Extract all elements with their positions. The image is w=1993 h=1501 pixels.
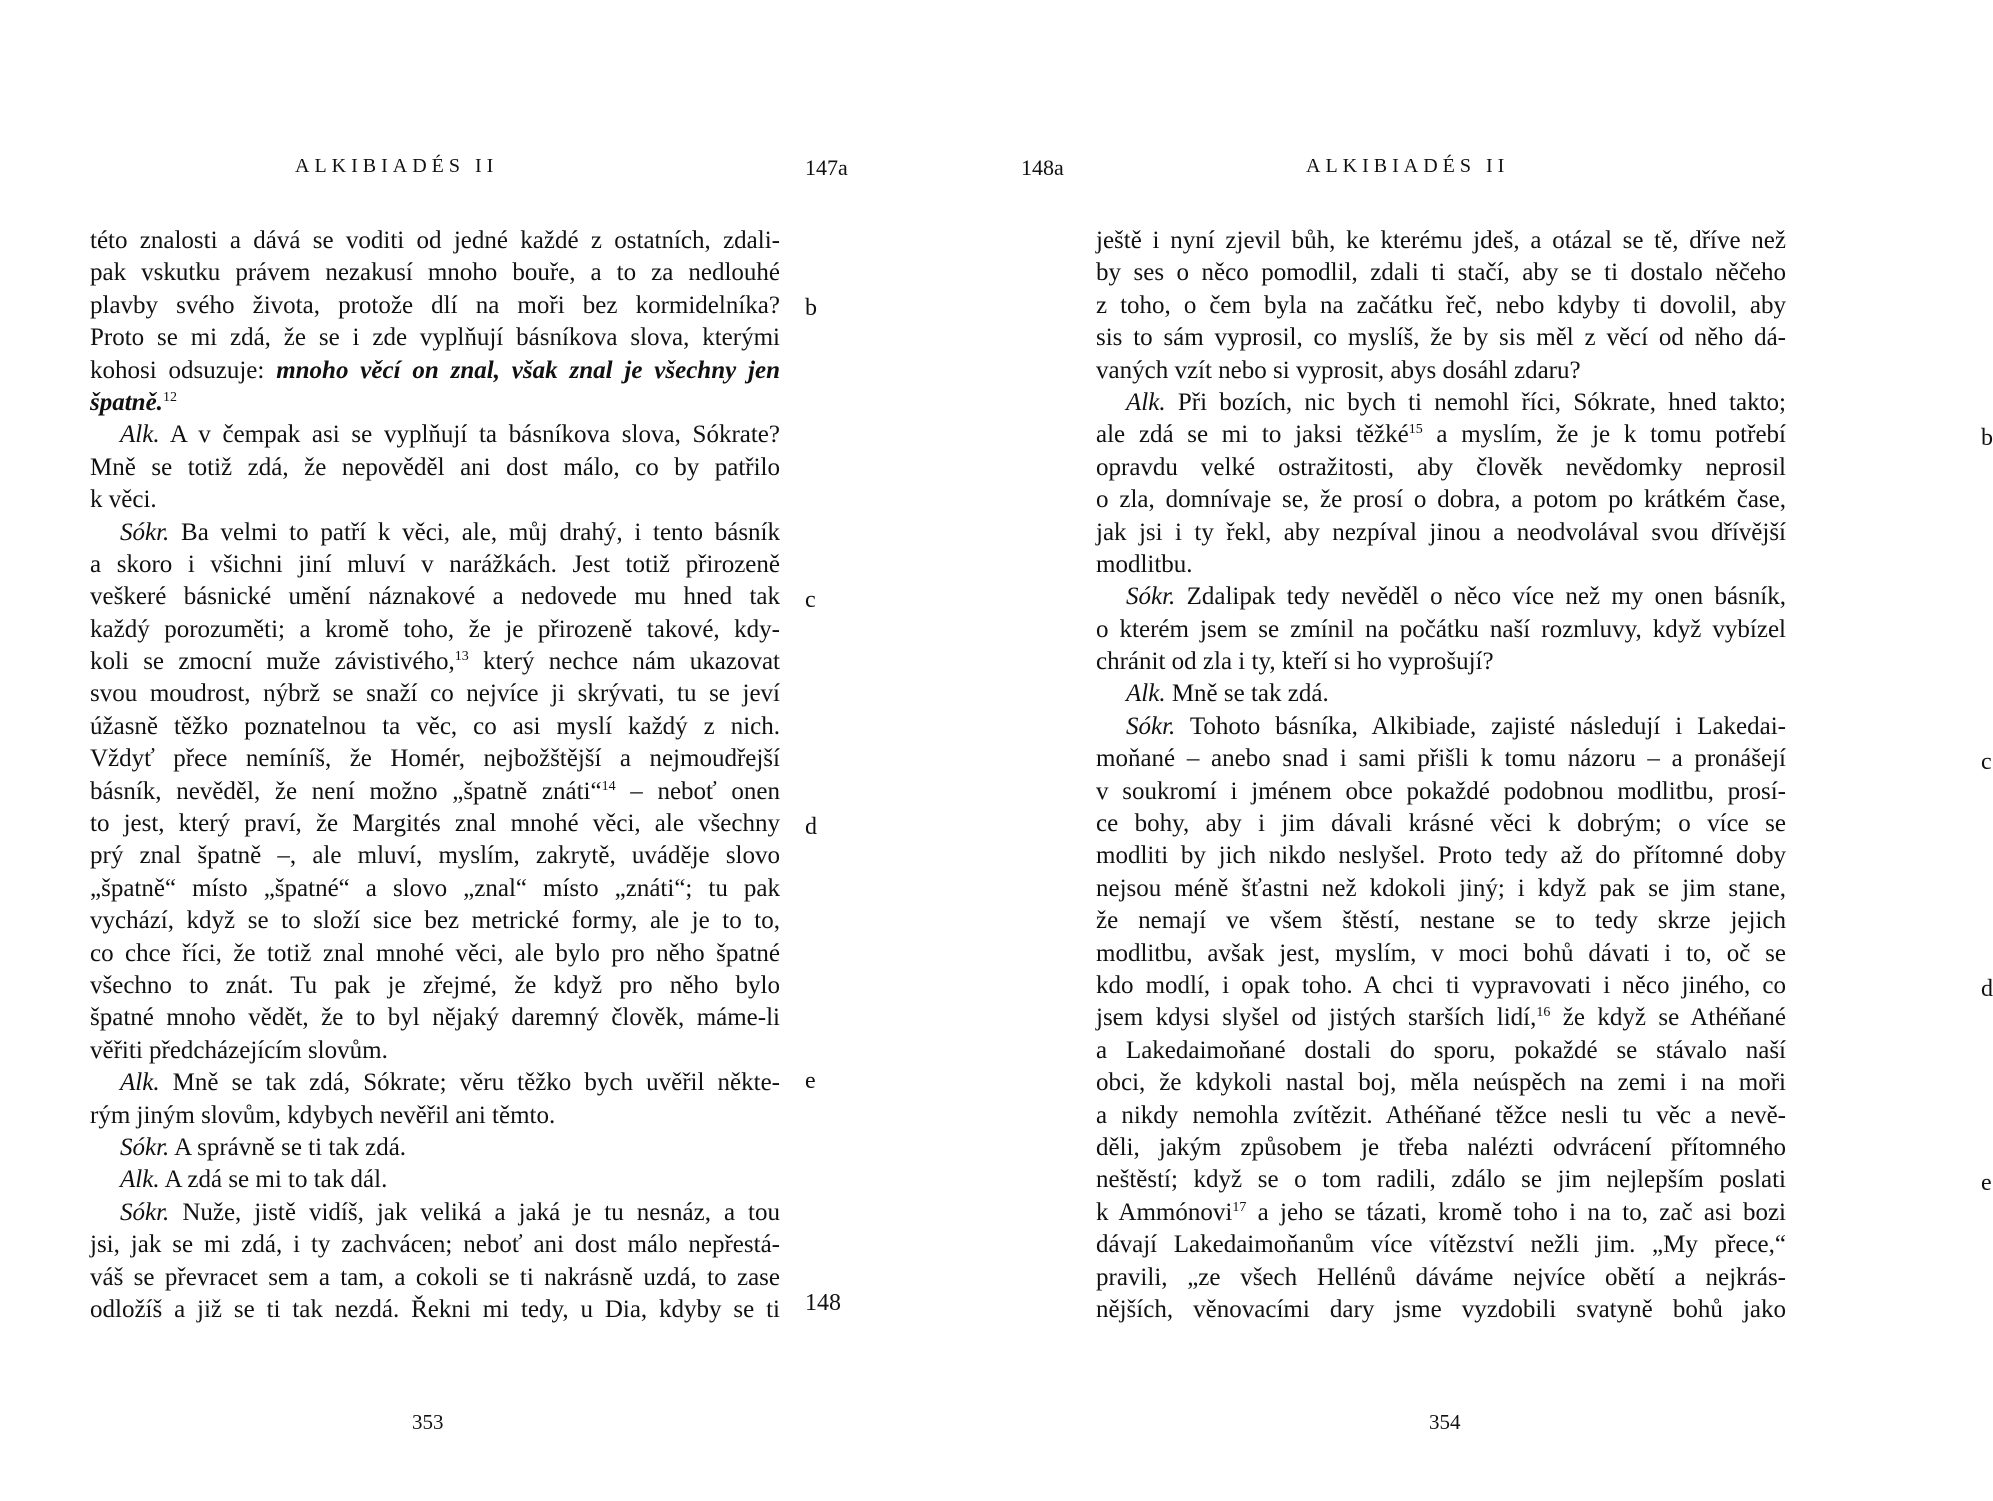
footnote-ref: 14	[601, 778, 616, 794]
text-line: kdo modlí, i opak toho. A chci ti vypravovati i něco jiného, co	[1096, 971, 1786, 999]
body-text	[90, 225, 780, 1326]
text-line: váš se převracet sem a tam, a cokoli se ti nakrásně uzdá, to zase	[90, 1263, 780, 1291]
footnote-ref: 12	[162, 389, 177, 405]
speaker-label: Sókr.	[1126, 712, 1176, 740]
running-head: ALKIBIADÉS II	[295, 155, 499, 177]
text-line: o zla, domnívaje se, že prosí o dobra, a potom po krátkém čase,	[1096, 486, 1786, 514]
text-line: chránit od zla i ty, kteří si ho vyprošují?	[1096, 648, 1494, 676]
text-line: Sókr. Nuže, jistě vidíš, jak veliká a jaká je tu nesnáz, a tou	[120, 1198, 780, 1226]
text-line: sis to sám vyprosil, co myslíš, že by sis měl z věcí od něho dá-	[1096, 324, 1786, 352]
speaker-label: Alk.	[120, 1166, 160, 1194]
text-line: Sókr. A správně se ti tak zdá.	[120, 1133, 407, 1161]
text-line: Sókr. Zdalipak tedy nevěděl o něco více než my onen básník,	[1126, 583, 1786, 611]
text-line: jsi, jak se mi zdá, i ty zachvácen; neboť ani dost málo nepřestá-	[90, 1231, 780, 1259]
margin-marker-d: d	[1981, 976, 1993, 1002]
text-line: v soukromí i jménem obce pokaždé podobnou modlitbu, prosí-	[1096, 777, 1786, 805]
text-line: pak vskutku právem nezakusí mnoho bouře, a to za nedlouhé	[90, 259, 780, 287]
text-line: Proto se mi zdá, že se i zde vyplňují básníkova slova, kterými	[90, 324, 780, 352]
footnote-ref: 16	[1536, 1005, 1551, 1021]
margin-marker-148: 148	[805, 1290, 841, 1316]
text-line: a nikdy nemohla zvítězit. Athéňané těžce nesli tu věc a nevě-	[1096, 1101, 1786, 1129]
footnote-ref: 15	[1408, 422, 1423, 438]
text-line: Alk. Mně se tak zdá.	[1126, 680, 1329, 708]
text-line: opravdu velké ostražitosti, aby člověk nevědomky neprosil	[1096, 453, 1786, 481]
footnote-ref: 17	[1232, 1199, 1247, 1215]
speaker-label: Alk.	[120, 421, 160, 449]
text-line: všechno to znát. Tu pak je zřejmé, že když pro něho bylo	[90, 971, 780, 999]
margin-marker-d: d	[805, 814, 817, 840]
margin-marker-e: e	[805, 1068, 816, 1094]
text-line: veškeré básnické umění náznakové a nedovede mu hned tak	[90, 583, 780, 611]
text-line: prý znal špatně –, ale mluví, myslím, zakrytě, uváděje slovo	[90, 842, 780, 870]
text-line: koli se zmocní muže závistivého,$^{13}$ který nechce nám ukazovat	[90, 648, 781, 676]
speaker-label: Sókr.	[120, 518, 170, 546]
text-line: svou moudrost, nýbrž se snaží co nejvíce ji skrývati, tu se jeví	[90, 680, 780, 708]
speaker-label: Sókr.	[120, 1133, 170, 1161]
text-line: ce bohy, aby i jim dávali krásné věci k dobrým; o více se	[1096, 810, 1786, 838]
text-line: k Ammónovi$^{17}$ a jeho se tázati, kromě toho i na to, zač asi bozi	[1096, 1198, 1786, 1226]
emphasis-text: mnoho věcí on znal, však znal je všechny jen	[276, 356, 780, 384]
text-line: vychází, když se to složí sice bez metrické formy, ale je to to,	[90, 907, 780, 935]
text-line: moňané – anebo snad i sami přišli k tomu názoru – a pronášejí	[1096, 745, 1786, 773]
margin-marker-c: c	[1981, 749, 1992, 775]
stephanus-number: 148a	[1021, 155, 1064, 180]
body-text	[1096, 225, 1786, 1326]
text-line: „špatně“ místo „špatné“ a slovo „znal“ místo „znáti“; tu pak	[90, 874, 780, 902]
margin-marker-b: b	[805, 295, 817, 321]
speaker-label: Sókr.	[120, 1198, 170, 1226]
text-line: modliti by jich nikdo neslyšel. Proto tedy až do přítomné doby	[1096, 842, 1786, 870]
text-line: modlitbu, avšak jest, myslím, v moci bohů dávati i to, oč se	[1096, 939, 1786, 967]
text-line: vaných vzít nebo si vyprosit, abys dosáhl zdaru?	[1096, 356, 1581, 384]
text-line: odložíš a již se ti tak nezdá. Řekni mi tedy, u Dia, kdyby se ti	[90, 1295, 780, 1323]
speaker-label: Sókr.	[1126, 583, 1176, 611]
emphasis-text: špatně.	[90, 388, 163, 416]
margin-marker-e: e	[1981, 1170, 1992, 1196]
text-line: ještě i nyní zjevil bůh, ke kterému jdeš, a otázal se tě, dříve než	[1096, 227, 1786, 254]
text-line: z toho, o čem byla na začátku řeč, nebo kdyby ti dovolil, aby	[1096, 291, 1786, 319]
text-line: kohosi odsuzuje: mnoho věcí on znal, však znal je všechny jen	[90, 356, 780, 384]
text-line: co chce říci, že totiž znal mnohé věci, ale bylo pro něho špatné	[90, 939, 780, 967]
text-line: rým jiným slovům, kdybych nevěřil ani těmto.	[90, 1101, 556, 1129]
text-line: jsem kdysi slyšel od jistých starších lidí,$^{16}$ že když se Athéňané	[1096, 1004, 1786, 1032]
text-line: Sókr. Ba velmi to patří k věci, ale, můj drahý, i tento básník	[120, 518, 780, 546]
text-line: pravili, „ze všech Hellénů dáváme nejvíce obětí a nejkrás-	[1096, 1263, 1786, 1291]
text-line: a skoro i všichni jiní mluví v narážkách. Jest totiž přirozeně	[90, 550, 780, 578]
text-line: modlitbu.	[1096, 550, 1193, 578]
text-line: každý porozuměti; a kromě toho, že je přirozeně takové, kdy-	[90, 615, 780, 643]
left-page	[0, 0, 931, 1501]
page-number: 353	[412, 1410, 444, 1434]
text-line: věřiti předcházejícím slovům.	[90, 1036, 388, 1064]
right-page	[931, 0, 1993, 1501]
text-line: že nemají ve všem štěstí, nestane se to tedy skrze jejich	[1096, 907, 1786, 935]
text-line	[90, 387, 780, 419]
text-line: úžasně těžko poznatelnou ta věc, co asi myslí každý z nich.	[90, 712, 780, 740]
footnote-ref: 13	[454, 649, 469, 665]
text-line: Sókr. Tohoto básníka, Alkibiade, zajisté následují i Lakedai-	[1126, 712, 1786, 740]
text-line: Mně se totiž zdá, že nepověděl ani dost málo, co by patřilo	[90, 453, 780, 481]
text-line: básník, nevěděl, že není možno „špatně znáti“$^{14}$ – neboť onen	[90, 777, 780, 805]
text-line: špatné mnoho vědět, že to byl nějaký daremný člověk, máme-li	[90, 1004, 780, 1032]
text-line: jak jsi i ty řekl, aby nezpíval jinou a neodvolával svou dřívější	[1096, 518, 1786, 546]
text-line: dávají Lakedaimoňanům více vítězství nežli jim. „My přece,“	[1096, 1231, 1786, 1259]
text-line: nějších, věnovacími dary jsme vyzdobili svatyně bohů jako	[1096, 1295, 1786, 1323]
text-line: plavby svého života, protože dlí na moři bez kormidelníka?	[90, 291, 780, 319]
text-line: a Lakedaimoňané dostali do sporu, pokaždé se stávalo naší	[1096, 1036, 1786, 1064]
text-line: nejsou méně šťastni než kdokoli jiný; i když pak se jim stane,	[1096, 874, 1786, 902]
text-line: o kterém jsem se zmínil na počátku naší rozmluvy, když vybízel	[1096, 615, 1786, 643]
running-head: ALKIBIADÉS II	[1306, 155, 1510, 177]
text-line: ale zdá se mi to jaksi těžké$^{15}$ a myslím, že je k tomu potřebí	[1096, 421, 1786, 449]
text-line: k věci.	[90, 486, 157, 514]
text-line: Vždyť přece nemíníš, že Homér, nejbožštější a nejmoudřejší	[90, 745, 780, 773]
text-line: Alk. A v čempak asi se vyplňují ta básníkova slova, Sókrate?	[120, 421, 780, 449]
text-line: této znalosti a dává se voditi od jedné každé z ostatních, zdali-	[90, 227, 780, 254]
page-number: 354	[1429, 1410, 1461, 1434]
margin-marker-b: b	[1981, 425, 1993, 451]
text-line: Alk. Mně se tak zdá, Sókrate; věru těžko bych uvěřil někte-	[120, 1069, 780, 1097]
text-line: to jest, který praví, že Margités znal mnohé věci, ale všechny	[90, 810, 780, 838]
text-line: Alk. A zdá se mi to tak dál.	[120, 1166, 388, 1194]
text-line: Alk. Při bozích, nic bych ti nemohl říci, Sókrate, hned takto;	[1126, 388, 1786, 416]
text-line: neštěstí; když se o tom radili, zdálo se jim nejlepším poslati	[1096, 1166, 1786, 1194]
text-line: by ses o něco pomodlil, zdali ti stačí, aby se ti dostalo něčeho	[1096, 259, 1786, 287]
speaker-label: Alk.	[120, 1069, 160, 1097]
text-line: děli, jakým způsobem je třeba nalézti odvrácení přítomného	[1096, 1133, 1786, 1161]
speaker-label: Alk.	[1126, 388, 1166, 416]
speaker-label: Alk.	[1126, 680, 1166, 708]
text-line: obci, že kdykoli nastal boj, měla neúspěch na zemi i na moři	[1096, 1069, 1786, 1097]
stephanus-number: 147a	[805, 155, 848, 180]
margin-marker-c: c	[805, 587, 816, 613]
